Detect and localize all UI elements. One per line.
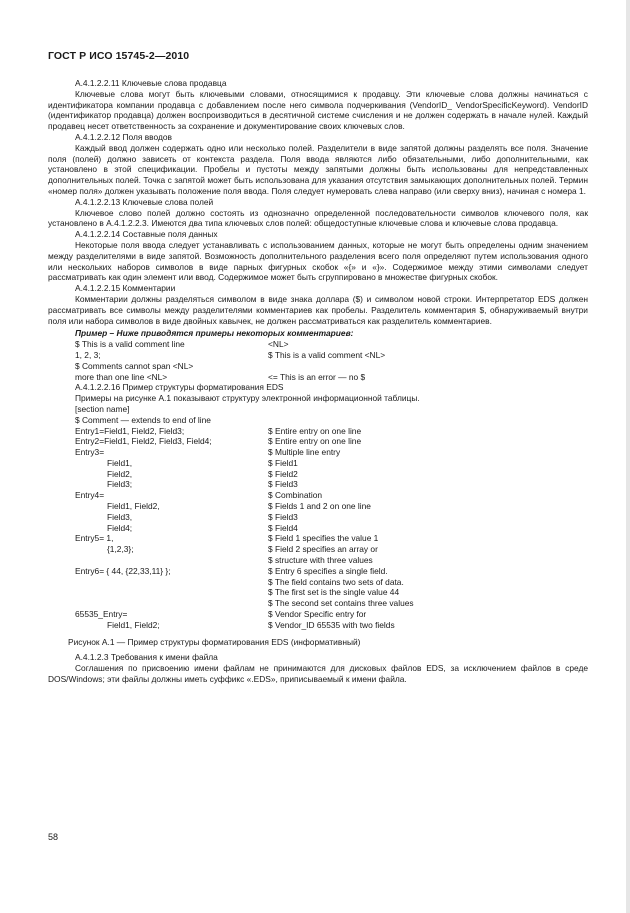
code-text: 65535_Entry=: [75, 609, 128, 620]
example-title: Пример – Ниже приводятся примеры некоторых комментариев:: [75, 328, 354, 339]
code-comment: $ This is a valid comment <NL>: [268, 349, 386, 360]
code-text: Entry1=Field1, Field2, Field3;: [75, 425, 185, 436]
code-line: [48, 598, 588, 609]
comment-line: $ Comment — extends to end of line: [75, 414, 211, 425]
code-line: [48, 458, 588, 469]
code-comment: $ Field1: [268, 457, 298, 468]
section-heading-14: А.4.1.2.2.14 Составные поля данных: [75, 229, 218, 240]
code-line: [48, 339, 588, 350]
code-comment: $ Field 1 specifies the value 1: [268, 533, 379, 544]
code-text: {1,2,3};: [107, 544, 134, 555]
code-comment: <NL>: [268, 339, 289, 350]
code-comment: <= This is an error — no $: [268, 371, 366, 382]
code-comment: $ Entire entry on one line: [268, 436, 362, 447]
document-body: [48, 78, 588, 685]
code-comment: $ The second set contains three values: [268, 598, 414, 609]
code-text: Field3,: [107, 511, 133, 522]
section-heading-11: А.4.1.2.2.11 Ключевые слова продавца: [75, 78, 227, 88]
code-text: Field1, Field2,: [107, 501, 160, 512]
code-comment: $ Vendor_ID 65535 with two fields: [268, 619, 395, 630]
section-text-14: Некоторые поля ввода следует устанавливать с использованием данных, которые не могут быть определены одним значением между разделителями в виде запятой. Возможность дополнительного разделения всего поля определяют путем использования одного или нескольких наборов символов в виде парных фигурных скобок «{» и «}». Содержимое между этими символами следует рассматривать как один элемент или ввод. Содержимое может быть сгруппировано в множестве фигурных скобок.: [48, 239, 588, 283]
code-line: [48, 523, 588, 534]
code-line: [48, 479, 588, 490]
code-comment: $ Field 2 specifies an array or: [268, 544, 378, 555]
section-text-15: Комментарии должны разделяться символом в виде знака доллара ($) и символом новой строки. Интерпретатор EDS должен рассматривать все символы между разделителями комментариев как пробелы. Разделитель комментария $, обнаруживаемый внутри поля или набора символов в виде двойных кавычек, не должен рассматриваться как разделитель комментариев.: [48, 293, 588, 326]
code-line: [48, 620, 588, 631]
section-name-line: [section name]: [75, 403, 130, 414]
code-line: [48, 609, 588, 620]
code-comment: $ Fields 1 and 2 on one line: [268, 501, 371, 512]
code-comment: $ Entire entry on one line: [268, 425, 362, 436]
section-text-13: Ключевое слово полей должно состоять из однозначно определенной последовательности символов ключевого поля, как установлено в А.4.1.2.2.3. Имеются два типа ключевых слов полей: общедоступные ключевые слова и ключевые слова продавца.: [48, 207, 588, 229]
code-text: $ Comments cannot span <NL>: [75, 360, 194, 371]
code-comment: $ Field2: [268, 468, 298, 479]
code-line: [48, 490, 588, 501]
figure-caption: Рисунок А.1 — Пример структуры форматирования EDS (информативный): [68, 636, 361, 647]
example-comments-block: [48, 339, 588, 382]
document-header: ГОСТ Р ИСО 15745-2—2010: [48, 50, 190, 62]
code-line: [48, 512, 588, 523]
section-heading-15: А.4.1.2.2.15 Комментарии: [75, 283, 176, 294]
code-line: [48, 566, 588, 577]
section-text-11: Ключевые слова могут быть ключевыми словами, относящимися к продавцу. Эти ключевые слова должны начинаться с идентификатора компании продавца с добавлением после него символа подчеркивания (VendorID_ VendorSpecificKeyword). VendorID (идентификатор продавца) должен воспроизводиться в десятичной системе счисления и не должен содержать в начале нулей. Каждый продавец несет ответственность за сохранение и документирование своих ключевых слов.: [48, 88, 588, 132]
section-heading-16: А.4.1.2.2.16 Пример структуры форматирования EDS: [75, 382, 284, 393]
code-comment: $ Combination: [268, 490, 323, 501]
code-text: Field1,: [107, 457, 133, 468]
page-number: 58: [48, 832, 59, 842]
code-comment: $ The first set is the single value 44: [268, 587, 400, 598]
code-comment: $ Field3: [268, 511, 298, 522]
code-line: [48, 533, 588, 544]
code-text: Entry6= { 44, {22,33,11} };: [75, 565, 171, 576]
code-line: [48, 436, 588, 447]
code-comment: $ Vendor Specific entry for: [268, 609, 367, 620]
eds-example-block: [48, 404, 588, 631]
code-comment: $ Field4: [268, 522, 298, 533]
code-comment: $ The field contains two sets of data.: [268, 576, 404, 587]
code-text: $ This is a valid comment line: [75, 339, 185, 350]
code-text: Entry3=: [75, 447, 105, 458]
code-line: [48, 372, 588, 383]
code-line: [48, 361, 588, 372]
code-text: Entry5= 1,: [75, 533, 114, 544]
code-line: [48, 350, 588, 361]
eds-lines: [48, 426, 588, 631]
page-edge: [626, 0, 630, 913]
section-heading-12: А.4.1.2.2.12 Поля вводов: [75, 131, 173, 142]
code-text: 1, 2, 3;: [75, 349, 101, 360]
code-line: [48, 426, 588, 437]
section-heading-3: А.4.1.2.3 Требования к имени файла: [75, 652, 218, 663]
code-comment: $ Entry 6 specifies a single field.: [268, 565, 388, 576]
code-text: Field2,: [107, 468, 133, 479]
section-heading-13: А.4.1.2.2.13 Ключевые слова полей: [75, 196, 214, 207]
code-line: [48, 544, 588, 555]
code-comment: $ Multiple line entry: [268, 447, 341, 458]
code-text: Field4;: [107, 522, 133, 533]
code-text: Field3;: [107, 479, 133, 490]
code-text: Entry2=Field1, Field2, Field3, Field4;: [75, 436, 212, 447]
section-text-16: Примеры на рисунке А.1 показывают структуру электронной информационной таблицы.: [75, 393, 420, 404]
code-line: [48, 469, 588, 480]
code-text: Entry4=: [75, 490, 105, 501]
code-line: [48, 587, 588, 598]
code-line: [48, 501, 588, 512]
code-line: [48, 555, 588, 566]
code-line: [48, 577, 588, 588]
code-comment: $ Field3: [268, 479, 298, 490]
code-text: Field1, Field2;: [107, 619, 160, 630]
section-text-12: Каждый ввод должен содержать одно или несколько полей. Разделители в виде запятой должны разделять все поля. Значение поля (полей) должно зависеть от контекста раздела. Поля ввода являются либо обязательными, либо дополнительными, как установлено в этой спецификации. Пробелы и пустоты между запятыми должны быть использованы для непредставленных дополнительных полей. Точка с запятой может быть использована для указания отсутствия замыкающих дополнительных полей. Термин «номер поля» должен указывать положение поля ввода. Поля следует нумеровать слева направо (или сверху вниз), начиная с номера 1.: [48, 142, 588, 196]
section-text-3: Соглашения по присвоению имени файлам не принимаются для дисковых файлов EDS, за исключением файлов в среде DOS/Windows; эти файлы должны иметь суффикс «.EDS», приписываемый к имени файла.: [48, 663, 588, 685]
code-comment: $ structure with three values: [268, 555, 373, 566]
code-line: [48, 447, 588, 458]
code-text: more than one line <NL>: [75, 371, 168, 382]
